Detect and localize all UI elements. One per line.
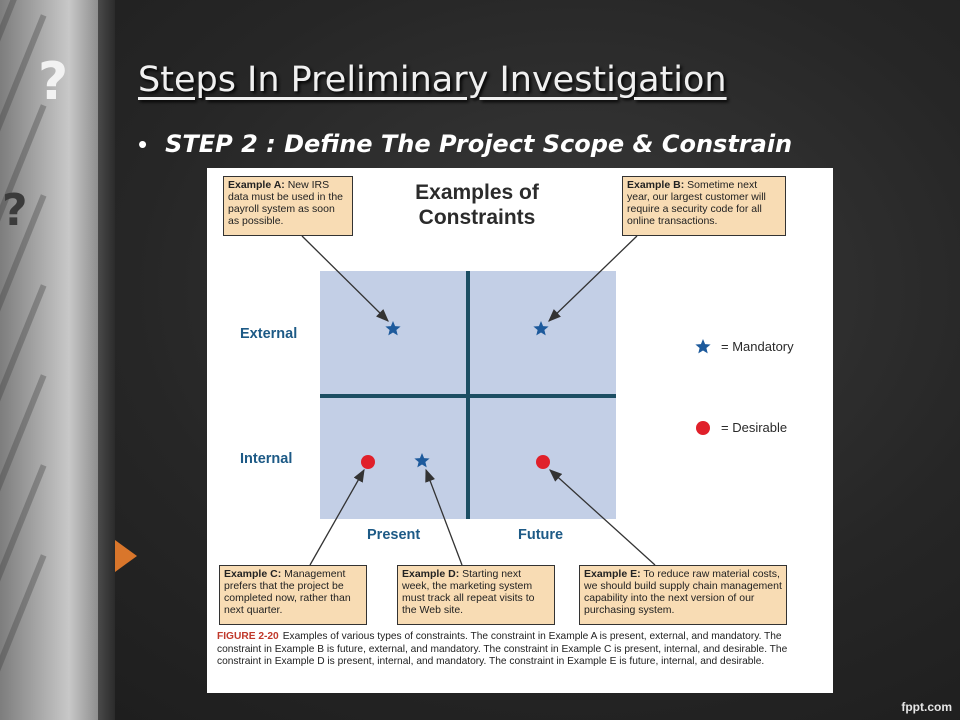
callout-d-label: Example D: <box>402 568 460 580</box>
bullet-icon: • <box>138 129 148 159</box>
diagram-title <box>367 180 587 230</box>
callout-e-text: To reduce raw material costs, we should build supply chain management capability into the next version of our purchasing system. <box>584 568 782 616</box>
callout-example-b <box>622 176 786 236</box>
legend-star-icon <box>695 339 710 353</box>
callout-c-label: Example C: <box>224 568 282 580</box>
callout-example-a <box>223 176 353 236</box>
row-label-external: External <box>240 326 298 342</box>
question-mark-icon: ? <box>38 52 69 112</box>
row-label-internal: Internal <box>240 451 293 467</box>
callout-b-text: Sometime next year, our largest customer will require a security code for all online transactions. <box>627 179 766 227</box>
caption-text: Examples of various types of constraints. The constraint in Example A is present, external, and mandatory. The constraint in Example B is future, external, and mandatory. The constraint in Example C is present, internal, and desirable. The constraint in Example D is present, internal, and mandatory. The constraint in Example E is future, internal, and desirable. <box>217 631 788 667</box>
col-label-future: Future <box>518 527 564 543</box>
bullet-item <box>138 130 792 158</box>
bullet-text: STEP 2 : Define The Project Scope & Constrain <box>165 130 793 158</box>
callout-example-c <box>219 565 367 625</box>
callout-example-e <box>579 565 787 625</box>
divider-bar <box>98 0 115 720</box>
constraints-figure <box>207 168 833 693</box>
col-label-present: Present <box>367 527 421 543</box>
callout-c-text: Management prefers that the project be completed now, rather than next quarter. <box>224 568 351 616</box>
callout-d-text: Starting next week, the marketing system must track all repeat visits to the Web site. <box>402 568 535 616</box>
diagram-title-line2: Constraints <box>418 206 536 229</box>
watermark: fppt.com <box>901 700 952 714</box>
legend-desirable-label: = Desirable <box>721 420 788 435</box>
diagram-title-line1: Examples of <box>415 181 539 204</box>
legend-mandatory-label: = Mandatory <box>721 339 794 354</box>
question-mark-icon: ? <box>2 185 28 236</box>
callout-a-label: Example A: <box>228 179 285 191</box>
desirable-dot-c <box>361 455 375 469</box>
callout-e-label: Example E: <box>584 568 641 580</box>
slide-title: Steps In Preliminary Investigation <box>138 60 727 100</box>
figure-caption <box>217 631 827 669</box>
caption-label: FIGURE 2-20 <box>217 631 279 642</box>
callout-b-label: Example B: <box>627 179 685 191</box>
callout-a-text: New IRS data must be used in the payroll system as soon as possible. <box>228 179 343 227</box>
accent-tab <box>115 540 137 572</box>
desirable-dot-e <box>536 455 550 469</box>
legend-circle-icon <box>696 421 710 435</box>
callout-example-d <box>397 565 555 625</box>
